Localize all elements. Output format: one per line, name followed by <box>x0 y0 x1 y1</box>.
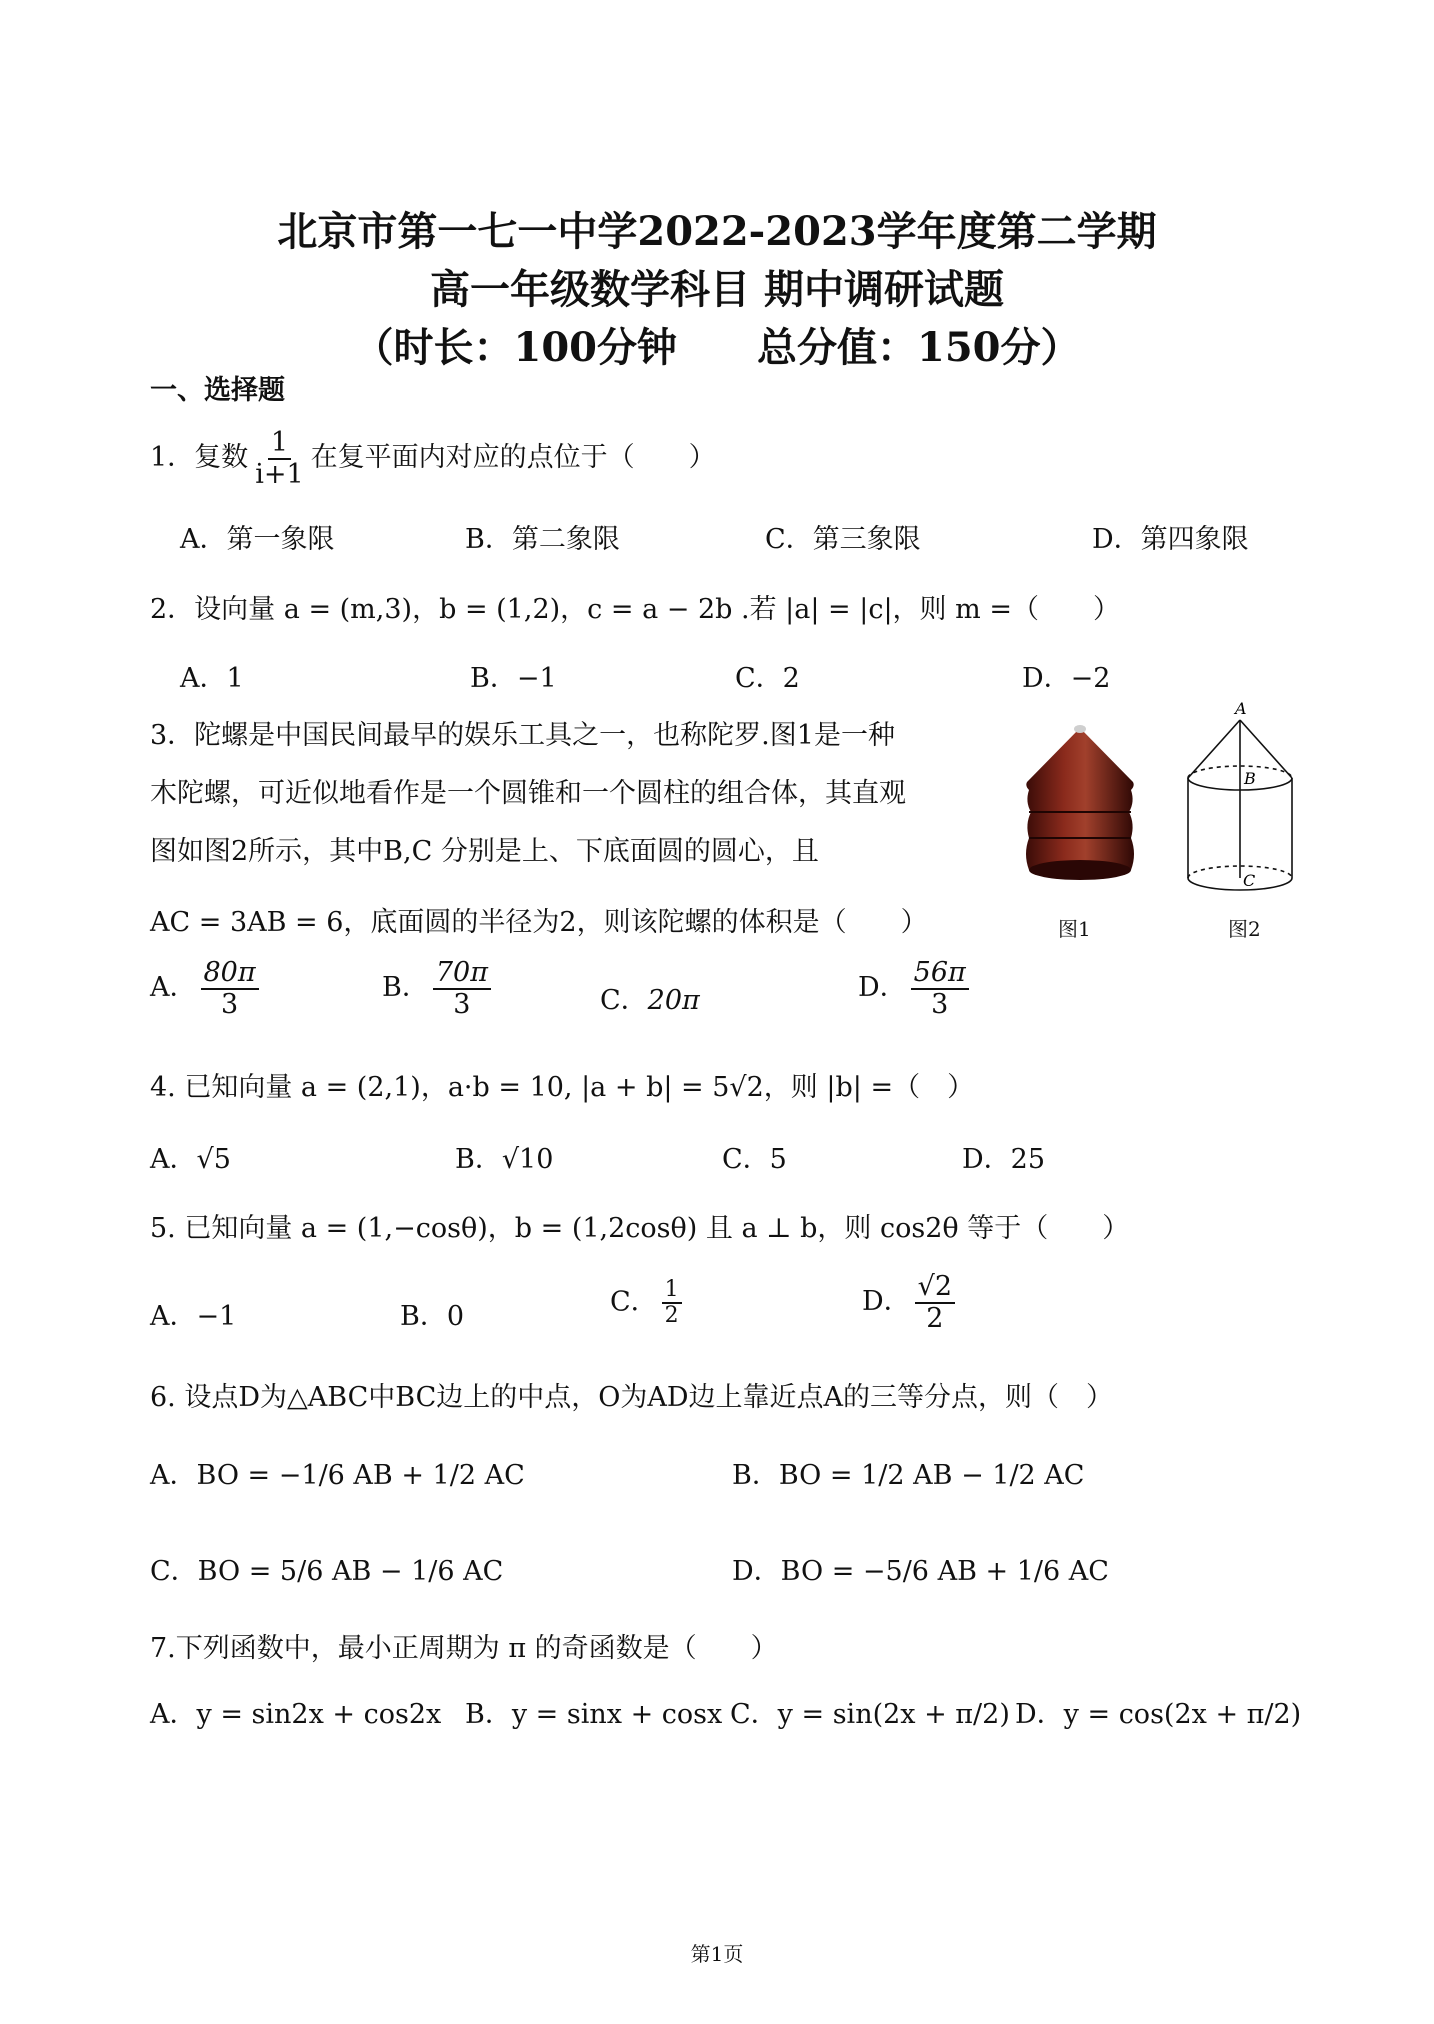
q4-option-b: B．√10 <box>455 1144 554 1175</box>
figure-1-spinning-top <box>1005 720 1155 900</box>
exam-title-line1: 北京市第一七一中学2022-2023学年度第二学期 <box>277 208 1157 255</box>
q3-b-den: 3 <box>453 988 471 1020</box>
q3-a-num: 80π <box>201 958 259 990</box>
q5-d-num: √2 <box>915 1272 955 1304</box>
q7-option-b: B．y = sinx + cosx <box>465 1699 723 1730</box>
q3-option-b <box>382 958 495 1019</box>
page-number: 第1页 <box>690 1942 744 1966</box>
q5-option-d-frac <box>915 1272 955 1333</box>
q3-option-c <box>600 978 700 1017</box>
q7-option-d: D．y = cos(2x + π/2) <box>1015 1699 1302 1730</box>
q5-option-d-letter: D． <box>862 1286 911 1318</box>
question-2: 2．设向量 a = (m,3)，b = (1,2)，c = a − 2b .若 |a| = |c|，则 m =（ ） <box>150 594 1120 625</box>
q5-d-den: 2 <box>926 1302 944 1334</box>
q3-a-den: 3 <box>220 988 239 1020</box>
q2-option-c: C．2 <box>735 663 800 694</box>
q3-option-d-frac <box>911 958 969 1019</box>
q1-frac-num: 1 <box>268 428 291 460</box>
cone-cylinder-diagram <box>1180 700 1300 900</box>
label-b: B <box>1244 769 1256 788</box>
figure-1-caption: 图1 <box>1058 917 1091 941</box>
q3-line-2: 木陀螺，可近似地看作是一个圆锥和一个圆柱的组合体，其直观 <box>150 778 906 809</box>
q1-suffix: 在复平面内对应的点位于（ ） <box>310 442 716 474</box>
q3-option-c-letter: C． <box>600 985 648 1016</box>
q4-option-a: A．√5 <box>150 1144 231 1175</box>
q5-c-den: 2 <box>664 1303 679 1329</box>
q1-fraction <box>252 428 306 489</box>
q5-option-d <box>862 1272 959 1333</box>
label-a: A <box>1235 700 1247 718</box>
q3-option-a-frac <box>201 958 259 1019</box>
q3-d-num: 56π <box>911 958 969 990</box>
label-c: C <box>1243 871 1256 890</box>
q6-option-a: A．BO = −1/6 AB + 1/2 AC <box>150 1460 525 1491</box>
q3-line-1: 3．陀螺是中国民间最早的娱乐工具之一，也称陀罗.图1是一种 <box>150 720 895 751</box>
q3-line-3: 图如图2所示，其中B,C 分别是上、下底面圆的圆心，且 <box>150 836 819 867</box>
q3-b-num: 70π <box>433 958 491 990</box>
spinning-top-illustration <box>1005 720 1155 900</box>
q6-option-d: D．BO = −5/6 AB + 1/6 AC <box>732 1556 1109 1587</box>
q3-option-b-frac <box>433 958 491 1019</box>
q5-option-c-frac <box>662 1278 682 1328</box>
q3-option-d-letter: D． <box>858 972 907 1004</box>
q1-option-c: C．第三象限 <box>765 524 921 555</box>
question-5: 5. 已知向量 a = (1,−cosθ)，b = (1,2cosθ) 且 a ⊥ b，则 cos2θ 等于（ ） <box>150 1213 1130 1244</box>
question-4: 4. 已知向量 a = (2,1)，a·b = 10, |a + b| = 5√2，则 |b| =（ ） <box>150 1072 975 1103</box>
figure-2-caption: 图2 <box>1228 917 1261 941</box>
q3-option-b-letter: B． <box>382 972 429 1004</box>
q5-option-b <box>400 1294 464 1333</box>
q5-option-a-value: −1 <box>196 1301 237 1332</box>
q3-option-a <box>150 958 263 1019</box>
q2-option-d: D．−2 <box>1022 663 1111 694</box>
q5-option-c <box>610 1278 686 1328</box>
q1-option-d: D．第四象限 <box>1092 524 1249 555</box>
q5-option-a-letter: A． <box>150 1301 197 1332</box>
exam-title-line2: 高一年级数学科目 期中调研试题 <box>430 266 1004 313</box>
exam-title-line3: （时长：100分钟 总分值：150分） <box>353 324 1081 371</box>
q6-option-c: C．BO = 5/6 AB − 1/6 AC <box>150 1556 504 1587</box>
section-heading: 一、选择题 <box>150 375 285 406</box>
figure-2-solid-diagram <box>1180 700 1300 900</box>
q2-option-b: B．−1 <box>470 663 557 694</box>
question-6: 6. 设点D为△ABC中BC边上的中点，O为AD边上靠近点A的三等分点，则（ ） <box>150 1382 1114 1413</box>
q7-option-c: C．y = sin(2x + π/2) <box>730 1699 1010 1730</box>
q5-c-num: 1 <box>662 1278 682 1304</box>
question-7: 7.下列函数中，最小正周期为 π 的奇函数是（ ） <box>150 1633 778 1664</box>
q5-option-c-letter: C． <box>610 1286 658 1318</box>
q3-line-4: AC = 3AB = 6，底面圆的半径为2，则该陀螺的体积是（ ） <box>150 907 928 938</box>
q1-frac-den: i+1 <box>255 458 304 490</box>
q7-option-a: A．y = sin2x + cos2x <box>150 1699 442 1730</box>
q3-option-c-value: 20π <box>647 985 700 1016</box>
q6-option-b: B．BO = 1/2 AB − 1/2 AC <box>732 1460 1085 1491</box>
q4-option-c: C．5 <box>722 1144 787 1175</box>
question-1 <box>150 428 716 489</box>
q3-option-d <box>858 958 973 1019</box>
q5-option-a <box>150 1294 236 1333</box>
q1-option-a: A．第一象限 <box>180 524 335 555</box>
q3-d-den: 3 <box>931 988 949 1020</box>
q1-prefix: 1．复数 <box>150 442 249 474</box>
q1-option-b: B．第二象限 <box>465 524 620 555</box>
q3-option-a-letter: A． <box>150 972 197 1004</box>
q5-option-b-value: 0 <box>446 1301 465 1332</box>
q5-option-b-letter: B． <box>400 1301 447 1332</box>
q2-option-a: A．1 <box>180 663 244 694</box>
q4-option-d: D．25 <box>962 1144 1046 1175</box>
